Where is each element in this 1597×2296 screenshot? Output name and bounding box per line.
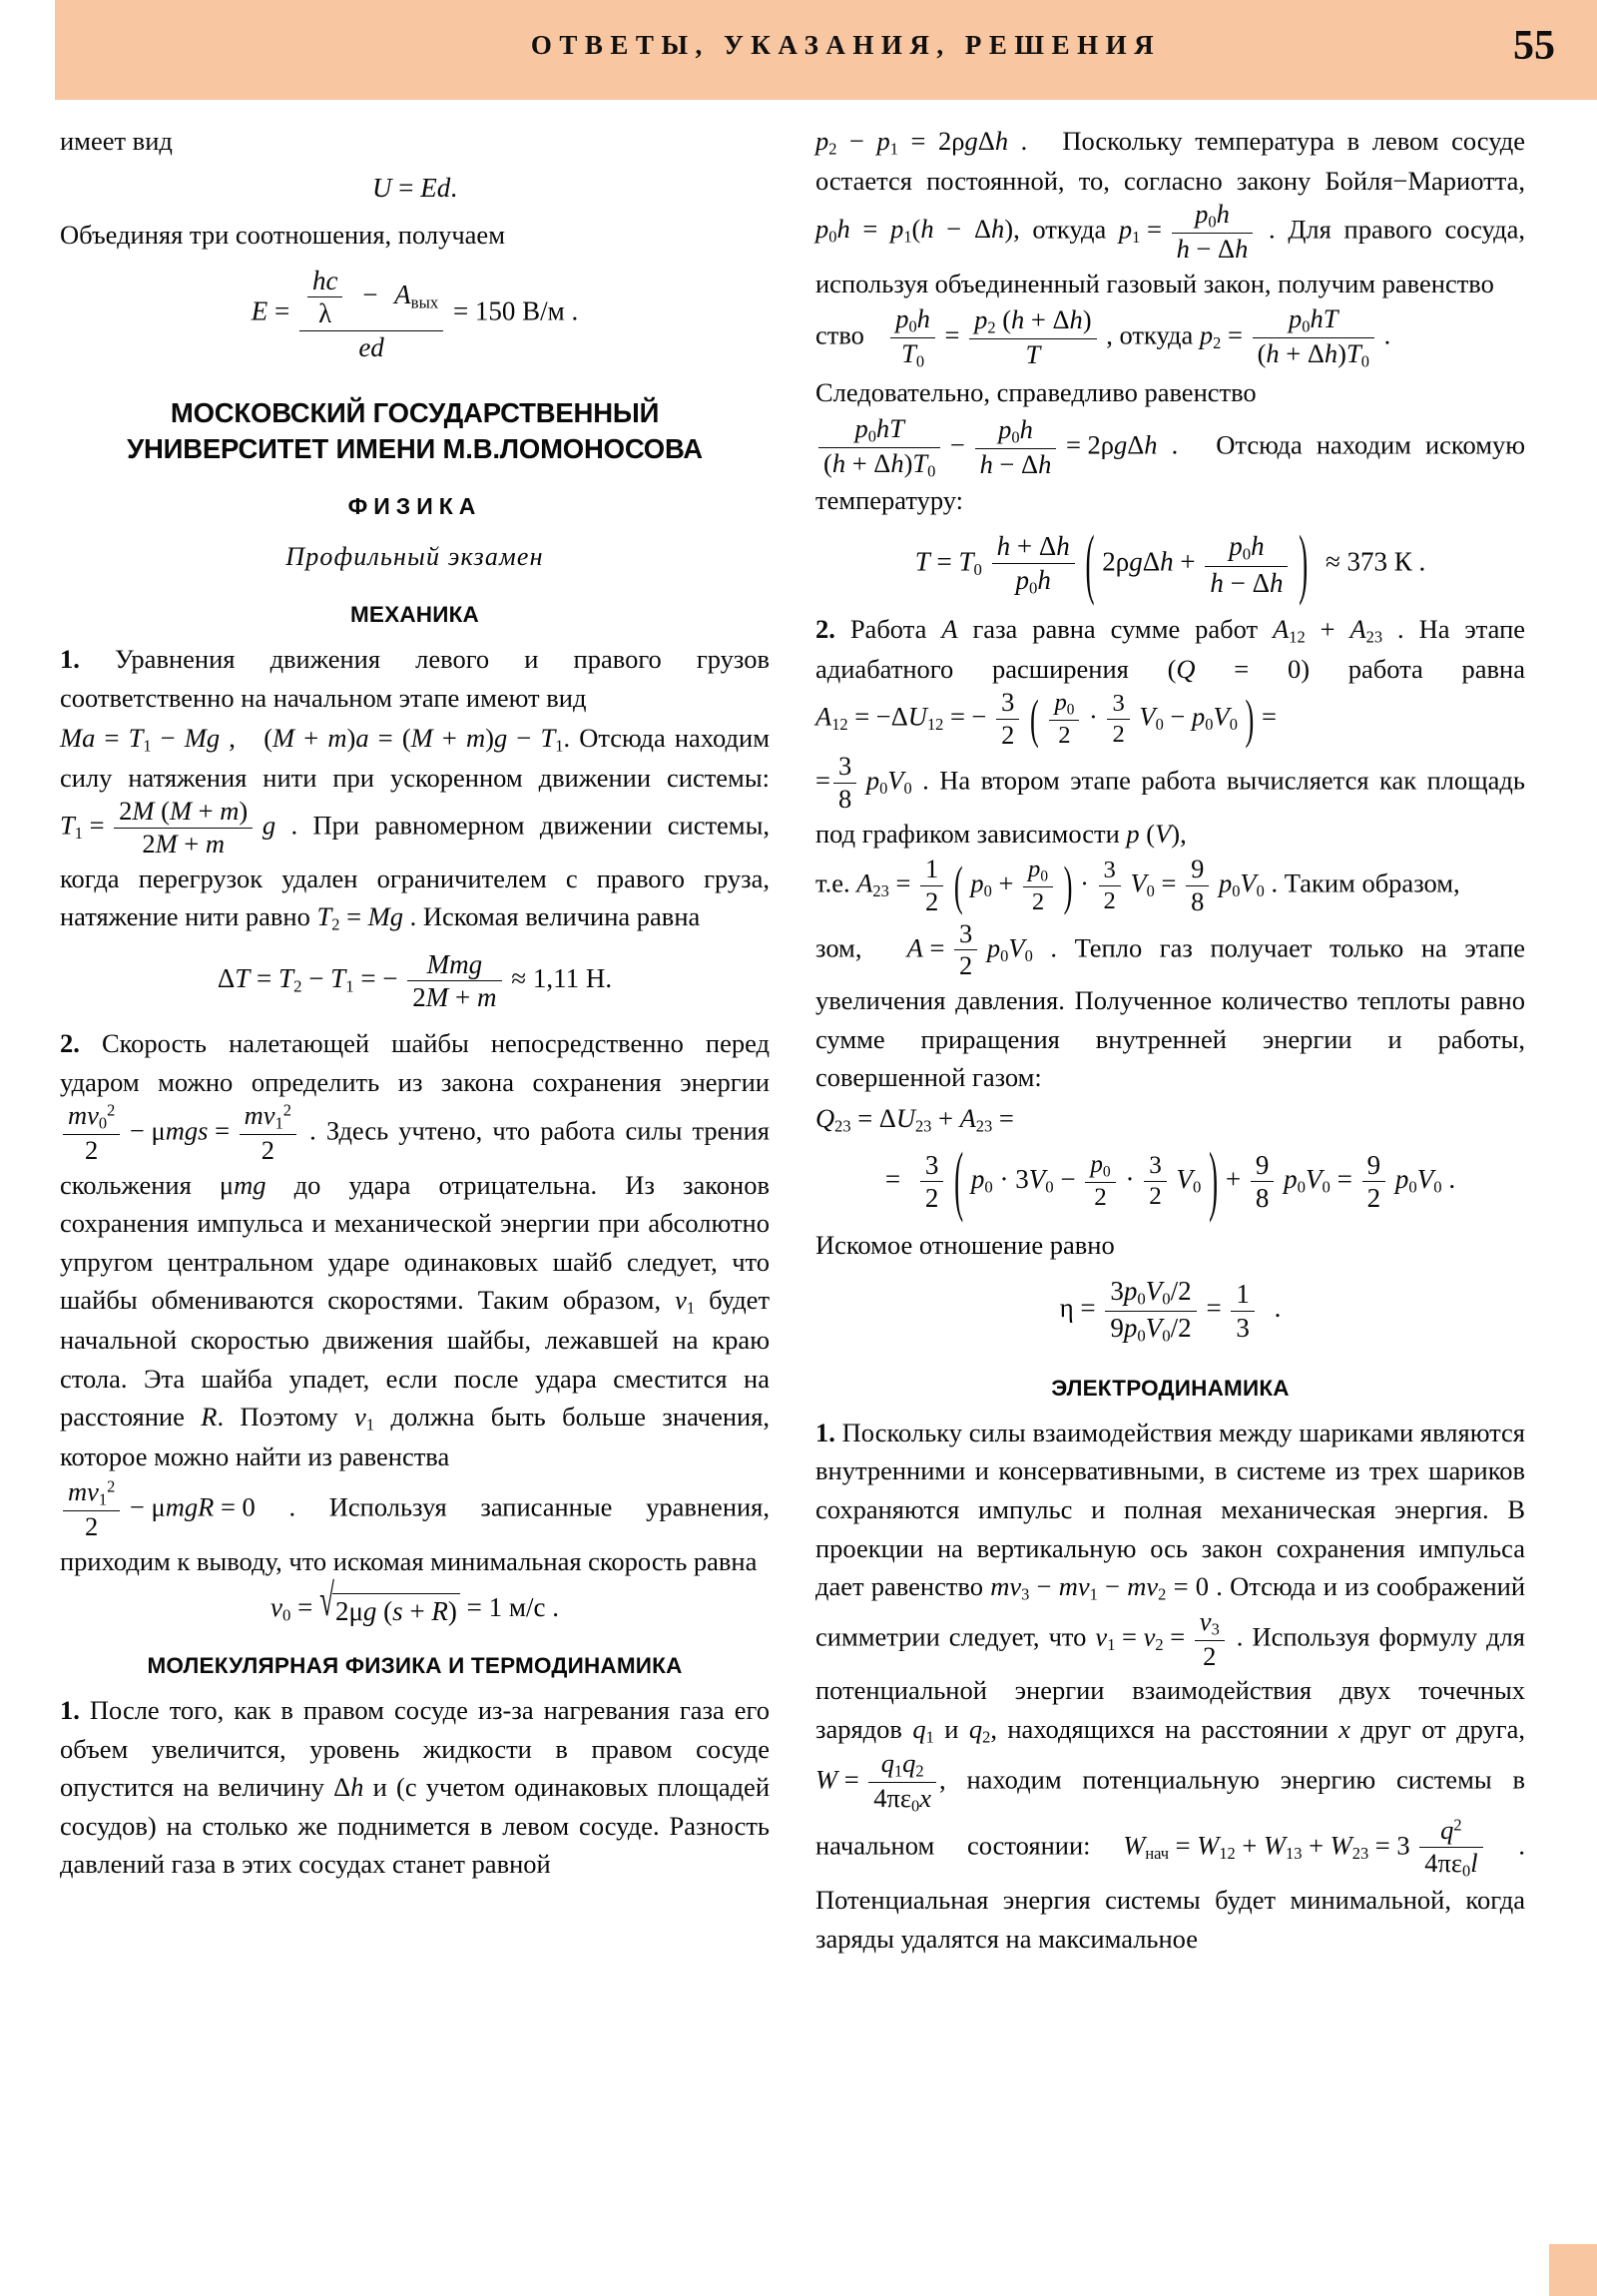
- section-heading-mechanics: МЕХАНИКА: [349, 602, 479, 628]
- mechanics-problem-2-text: 2. Скорость налетающей шайбы непосредственно перед ударом можно определить из закона сохранения энергии $\frac{mv_0^2}{2}$ − μmgs = $\frac{mv_1^2}{2}$ . Здесь учтено, что работа силы трения скольжения μmg до удара отрицательна. Из законов сохранения импульса и механической энергии при абсолютно упругом центральном ударе одинаковых шайб следует, что шайбы обмениваются скоростями. Таким образом, $v_1$ будет начальной скоростью движения шайбы, лежавшей на краю стола. Эта шайба упадет, если после удара сместится на расстояние R. Поэтому $v_1$ должна быть больше значения, которое можно найти из равенства: [60, 1028, 771, 1471]
- formula-W-nach: $W_{нач} = W_{12} + W_{13} + W_{23} = 3$ $\frac{q^2}{4\pi\varepsilon_0l}$: [1123, 1816, 1485, 1881]
- page-header-band: [55, 0, 1597, 100]
- para-combining-relations: Объединяя три соотношения, получаем: [60, 219, 505, 250]
- formula-pressure-equality: $\frac{p_0hT}{(h + \Delta h)T_0}$ − $\frac{p_0h}{h - \Delta h}$ = 2ρgΔh: [815, 414, 1158, 481]
- problem-number: 2.: [815, 614, 835, 644]
- problem-number: 2.: [60, 1028, 80, 1059]
- formula-W-potential: W = $\frac{q_1q_2}{4\pi\varepsilon_0x}$: [815, 1749, 939, 1816]
- section-heading-electrodynamics: ЭЛЕКТРОДИНАМИКА: [1051, 1375, 1290, 1401]
- formula-U-equals-Ed: U = Ed.: [372, 172, 457, 203]
- thermo-2-A12-result: = $\frac{3}{8}$ $p_0V_0$ . На втором этапе работа вычисляется как площадь под графиком зависимости p (V),: [815, 751, 1525, 849]
- university-name-line1: МОСКОВСКИЙ ГОСУДАРСТВЕННЫЙ: [170, 396, 660, 428]
- formula-A-total: A = $\frac{3}{2}$ $p_0V_0$: [906, 917, 1033, 981]
- problem-number: 1.: [60, 1695, 80, 1726]
- formula-A12: $A_{12} = -\Delta U_{12}$ = − $\frac{3}{2}$ ( $\frac{p_0}{2}$ · $\frac{3}{2}$ $V_0 - p_0V_0$ ) =: [815, 687, 1277, 750]
- formula-eta-ratio: η = $\frac{3p_0V_0/2}{9p_0V_0/2}$ = $\frac{1}{3}$ .: [1059, 1276, 1282, 1346]
- formula-v1-v2: $v_1 = v_2$ = $\frac{v_3}{2}$: [1095, 1607, 1227, 1672]
- formula-delta-T: $\Delta T = T_2 - T_1$ = − $\frac{\text{Mmg}}{2M + m}$ ≈ 1,11 Н.: [217, 948, 613, 1012]
- thermo-problem-2-text: 2. Работа A газа равна сумме работ $A_{12} + A_{23}$ . На этапе адиабатного расширения (Q = 0) работа равна $A_{12} = -\Delta U_{12}$ = − $\frac{3}{2}$ ( $\frac{p_0}{2}$ · $\frac{3}{2}$ $V_0 - p_0V_0$ ) =: [815, 614, 1526, 750]
- formula-E-field: E = $\frac{hc}{\lambda}$ − $A_{вых}$ ed = 150 В/м .: [251, 266, 579, 362]
- page-header-title: ОТВЕТЫ, УКАЗАНИЯ, РЕШЕНИЯ: [530, 30, 1162, 60]
- formula-T1: $T_1$ = $\frac{2M (M + m)}{2M + m}$ g: [60, 796, 276, 859]
- lead-text: имеет вид: [60, 126, 173, 156]
- formula-p1: $p_1$ = $\frac{p_0h}{h - \Delta h}$: [1119, 200, 1256, 265]
- formula-temperature-T: $T = T_0$ $\frac{h + \Delta h}{p_0h}$ ( 2ρgΔh + $\frac{p_0h}{h - \Delta h}$ ) ≈ 373 К .: [914, 519, 1426, 607]
- mechanics-problem-2-text-cont: $\frac{mv_1^2}{2}$ − μmgR = 0 . Используя записанные уравнения, приходим к выводу, что искомая минимальная скорость равна: [60, 1476, 770, 1576]
- formula-energy-conservation: $\frac{mv_0^2}{2}$ − μmgs = $\frac{mv_1^2}{2}$: [60, 1101, 299, 1166]
- thermo-1-continuation: $p_2 - p_1 = 2\rho g\Delta h$ . Поскольку температура в левом сосуде остается постоянной, то, согласно закону Бойля−Мариотта, $p_0h = p_1(h - \Delta h)$, откуда $p_1$ = $\frac{p_0h}{h - \Delta h}$ . Для правого сосуда, используя объединенный газовый закон, получим равенство: [815, 126, 1526, 298]
- electro-problem-1-text: 1. Поскольку силы взаимодействия между шариками являются внутренними и консервативными, в системе из трех шариков сохраняются импульс и полная механическая энергия. В проекции на вертикальную ось закон сохранения импульса дает равенство $mv_3 - mv_1 - mv_2 = 0$ . Отсюда и из соображений симметрии следует, что $v_1 = v_2$ = $\frac{v_3}{2}$ . Используя формулу для потенциальной энергии взаимодействия двух точечных зарядов $q_1$ и $q_2$, находящихся на расстоянии x друг от друга, W = $\frac{q_1q_2}{4\pi\varepsilon_0x}$ , находим потенциальную энергию системы в начальном состоянии: $W_{нач} = W_{12} + W_{13} + W_{23} = 3$ $\frac{q^2}{4\pi\varepsilon_0l}$ . Потенциальная энергия системы будет минимальной, когда заряды удалятся на максимальное: [815, 1417, 1526, 1954]
- page-number: 55: [1513, 23, 1555, 69]
- thermo-1-therefore: Следовательно, справедливо равенство: [815, 377, 1257, 408]
- subject-heading: ФИЗИКА: [347, 493, 482, 520]
- thermo-problem-1-text: 1. После того, как в правом сосуде из-за нагревания газа его объем увеличится, уровень жидкости в правом сосуде опустится на величину Δh и (с учетом одинаковых площадей сосудов) на столько же поднимется в левом сосуде. Разность давлений газа в этих сосудах станет равной: [60, 1695, 771, 1880]
- formula-combined-gas-law: $\frac{p_0h}{T_0}$ = $\frac{p_2 (h + \Delta h)}{T}$: [887, 304, 1099, 371]
- thermo-2-A-total: зом, A = $\frac{3}{2}$ $p_0V_0$ . Тепло газ получает только на этапе увеличения давления. Полученное количество теплоты равно сумме приращения внутренней энергии и работы, совершенной газом:: [815, 917, 1526, 1093]
- problem-number: 1.: [815, 1417, 835, 1447]
- formula-v0-minimal-speed: $v_0 = √2\mu g$ (s + R) = 1 м/с .: [270, 1574, 559, 1627]
- formula-p2: $p_2$ = $\frac{p_0hT}{(h + \Delta h)T_0}$: [1200, 304, 1377, 371]
- page-body: [0, 100, 1597, 2296]
- thermo-2-A23: т.е. $A_{23}$ = $\frac{1}{2}$ ( $p_0$ + $\frac{p_0}{2}$ ) · $\frac{3}{2}$ $V_0$ = $\frac{9}{8}$ $p_0V_0$ . Таким образом,: [815, 854, 1460, 916]
- formula-A23: $A_{23}$ = $\frac{1}{2}$ ( $p_0$ + $\frac{p_0}{2}$ ) · $\frac{3}{2}$ $V_0$ = $\frac{9}{8}$ $p_0V_0$: [856, 854, 1265, 916]
- mechanics-problem-1-equations: $Ma = T_1 - Mg$ , $(M + m)a = (M + m)g - T_1$. Отсюда находим силу натяжения нити при ускоренном движении системы: $T_1$ = $\frac{2M (M + m)}{2M + m}$ g . При равномерном движении системы, когда перегрузок удален ограничителем с правого груза, натяжение нити равно $T_2 = Mg$ . Искомая величина равна: [60, 723, 770, 934]
- problem-number: 1.: [60, 644, 80, 675]
- thermo-1-gas-law: ство $\frac{p_0h}{T_0}$ = $\frac{p_2 (h + \Delta h)}{T}$ , откуда $p_2$ = $\frac{p_0hT}{(h + \Delta h)T_0}$ .: [815, 303, 1391, 371]
- university-name-line2: УНИВЕРСИТЕТ ИМЕНИ М.В.ЛОМОНОСОВА: [127, 433, 703, 465]
- column-gutter: [782, 122, 803, 2296]
- section-heading-thermodynamics: МОЛЕКУЛЯРНАЯ ФИЗИКА И ТЕРМОДИНАМИКА: [147, 1653, 683, 1679]
- right-column: [803, 122, 1537, 2296]
- formula-Q23-value: = $\frac{3}{2}$ ( $p_0 \cdot 3V_0$ − $\frac{p_0}{2}$ · $\frac{3}{2}$ $V_0$ ) + $\frac{9}{8}$ $p_0V_0$ = $\frac{9}{2}$ $p_0V_0$ .: [884, 1136, 1456, 1224]
- exam-type-heading: Профильный экзамен: [285, 542, 544, 572]
- formula-mv1-squared: $\frac{mv_1^2}{2}$ − μmgR = 0: [60, 1477, 256, 1542]
- thermo-2-ratio-text: Искомое отношение равно: [815, 1229, 1115, 1260]
- formula-Q23-lhs: $Q_{23} = \Delta U_{23} + A_{23}$ =: [815, 1102, 1014, 1136]
- mechanics-problem-1-text-a: 1. Уравнения движения левого и правого грузов соответственно на начальном этапе имеют вид: [60, 644, 771, 713]
- left-column: [48, 122, 782, 2296]
- thermo-1-equality: $\frac{p_0hT}{(h + \Delta h)T_0}$ − $\frac{p_0h}{h - \Delta h}$ = 2ρgΔh . Отсюда находим искомую температуру:: [815, 412, 1526, 515]
